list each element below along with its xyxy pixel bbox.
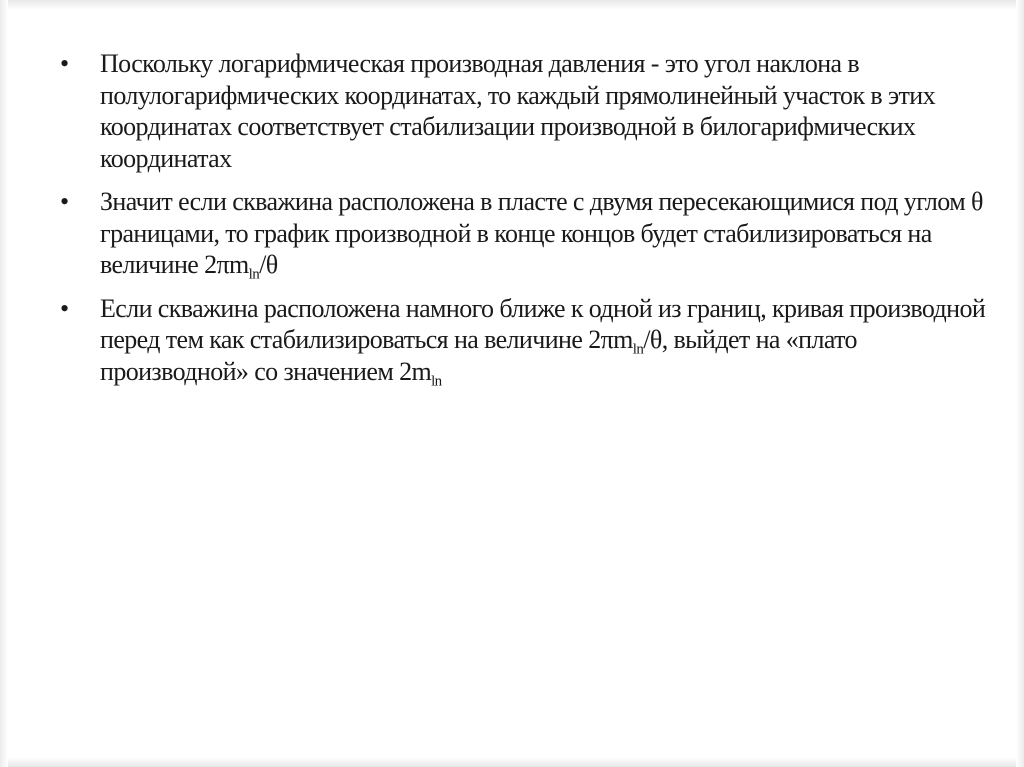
bullet-text-3-part-2: /θ, выйдет на «плато производной» со значением 2m — [100, 325, 857, 386]
bullet-list — [60, 48, 990, 399]
bullet-text-3-part-1: Если скважина расположена намного ближе к одной из границ, кривая производной перед тем как стабилизироваться на величине 2πm — [100, 293, 986, 354]
bullet-text-2-part-1: Значит если скважина расположена в пласте с двумя пересекающимися под углом θ границами, то график производной в конце концов будет стабилизироваться на величине 2πm — [100, 187, 983, 279]
slide-edge-top — [0, 0, 1024, 10]
bullet-marker: • — [60, 49, 69, 78]
bullet-text-2-part-2: /θ — [259, 250, 278, 279]
subscript-ln: ln — [431, 372, 442, 389]
subscript-ln: ln — [632, 341, 644, 358]
slide-edge-left — [0, 0, 8, 767]
slide-edge-bottom — [0, 757, 1024, 767]
slide-edge-right — [1016, 0, 1024, 767]
bullet-item-1 — [60, 48, 990, 174]
bullet-text-1: Поскольку логарифмическая производная давления - это угол наклона в полулогарифмических координатах, то каждый прямолинейный участок в этих координатах соответствует стабилизации производной в билогарифмических координатах — [100, 49, 936, 173]
bullet-text-3 — [100, 293, 986, 389]
subscript-ln: ln — [248, 266, 260, 283]
bullet-item-2 — [60, 186, 990, 281]
bullet-marker: • — [60, 293, 69, 323]
bullet-marker: • — [60, 187, 69, 216]
bullet-text-2 — [100, 187, 983, 283]
bullet-item-3 — [60, 293, 990, 388]
